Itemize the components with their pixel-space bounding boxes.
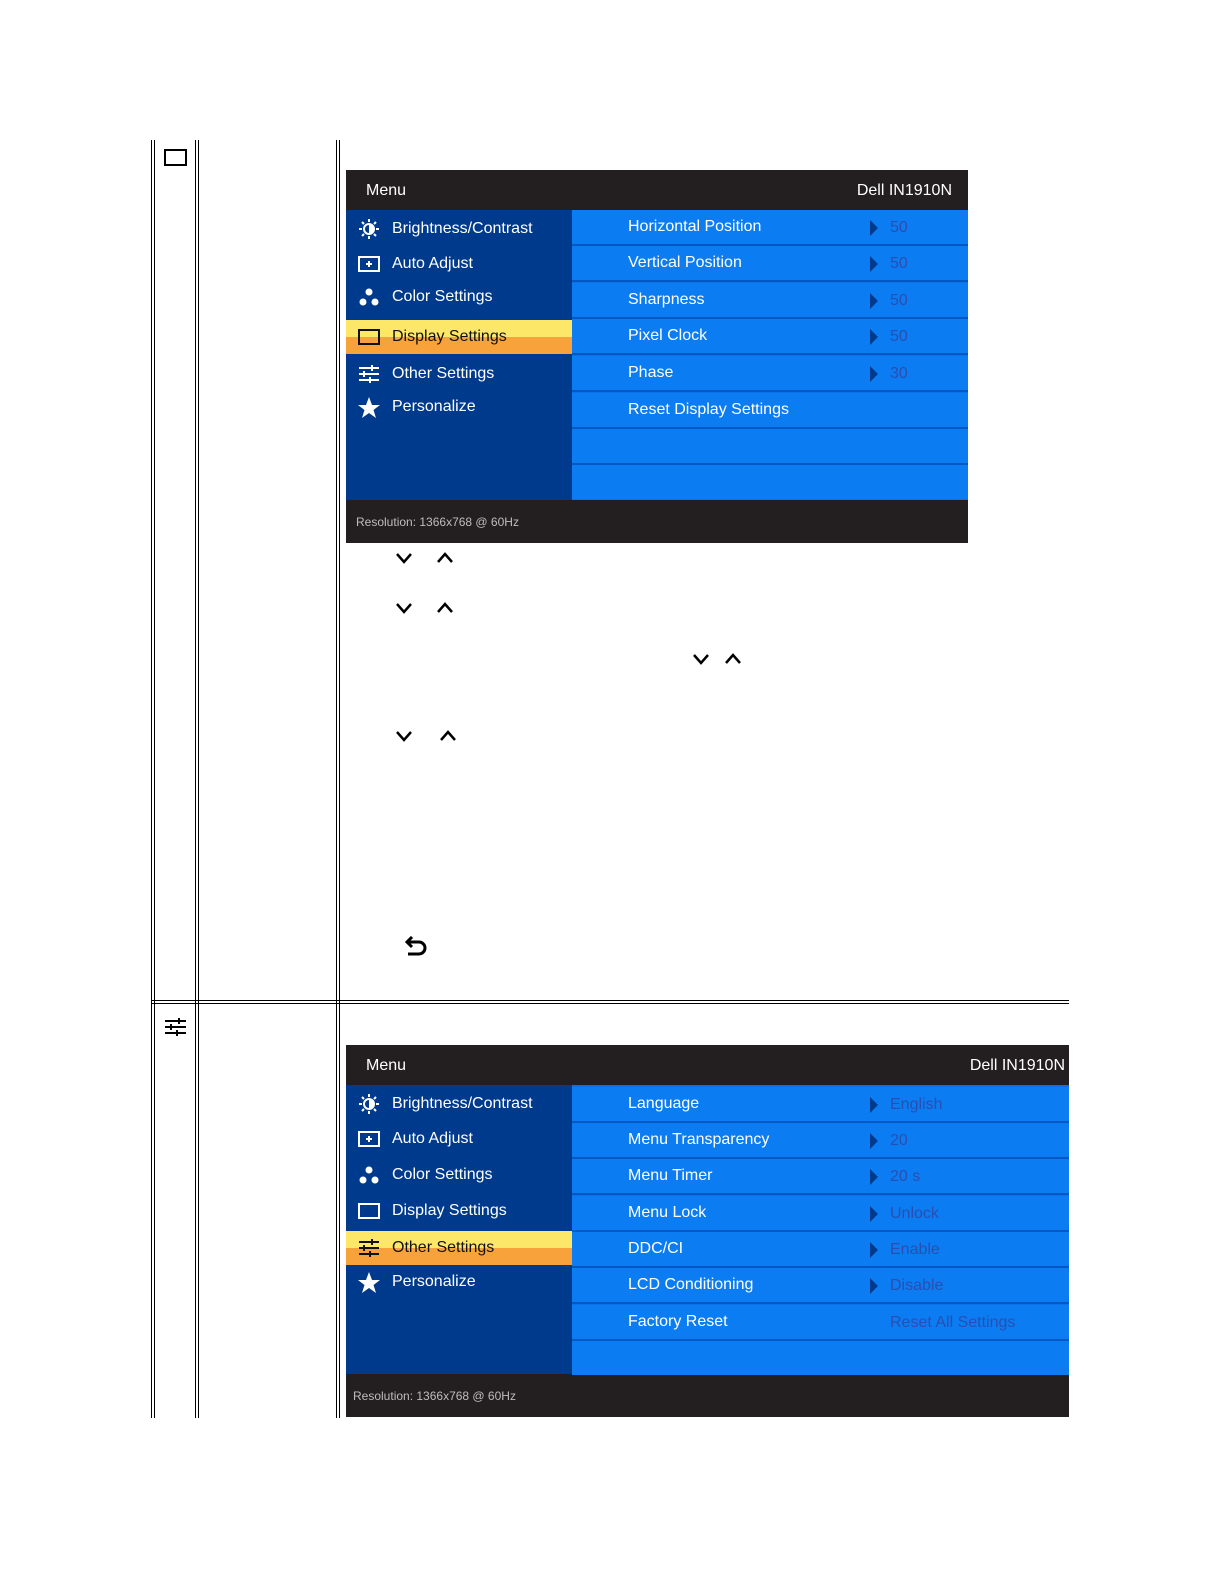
- option-lcd-conditioning[interactable]: [572, 1268, 1069, 1304]
- option-label: Factory Reset: [628, 1313, 728, 1330]
- nav-label: Brightness/Contrast: [392, 1095, 533, 1112]
- option-value: 20 s: [890, 1168, 921, 1185]
- option-pixel-clock[interactable]: [572, 319, 968, 355]
- nav-label: Display Settings: [392, 328, 507, 345]
- nav-item-brightness-contrast[interactable]: [346, 212, 572, 246]
- triangle-right-icon: [870, 329, 878, 345]
- table-col-divider-1: [195, 140, 196, 1418]
- option-empty-row: [572, 429, 968, 465]
- other-settings-icon: [357, 1238, 381, 1258]
- triangle-right-icon: [870, 1278, 878, 1294]
- option-value: English: [890, 1096, 943, 1113]
- triangle-right-icon: [870, 1169, 878, 1185]
- option-value: Disable: [890, 1277, 944, 1294]
- triangle-right-icon: [870, 366, 878, 382]
- option-label: Pixel Clock: [628, 327, 708, 344]
- display-settings-icon: [357, 1201, 381, 1221]
- color-settings-icon: [357, 1165, 381, 1185]
- option-label: LCD Conditioning: [628, 1276, 754, 1293]
- nav-label: Color Settings: [392, 288, 493, 305]
- chevron-down-icon: [691, 652, 711, 666]
- table-col-divider-1b: [198, 140, 199, 1418]
- triangle-right-icon: [870, 256, 878, 272]
- option-label: Sharpness: [628, 291, 705, 308]
- chevron-down-icon: [394, 551, 414, 565]
- triangle-right-icon: [870, 1242, 878, 1258]
- table-border-left-inner: [154, 140, 155, 1418]
- brightness-icon: [357, 219, 381, 239]
- option-label: DDC/CI: [628, 1240, 684, 1257]
- option-value: 50: [890, 219, 908, 236]
- nav-item-display-settings[interactable]: [346, 1194, 572, 1228]
- osd-nav: [346, 1085, 572, 1374]
- option-value: 50: [890, 328, 908, 345]
- option-label: Menu Lock: [628, 1204, 707, 1221]
- option-phase[interactable]: [572, 356, 968, 392]
- option-value[interactable]: Reset All Settings: [890, 1314, 1016, 1331]
- back-arrow-icon: [402, 936, 430, 960]
- osd-menu-title: Menu: [366, 1057, 407, 1074]
- table-col-divider-2b: [339, 140, 340, 1418]
- nav-label: Personalize: [392, 1273, 476, 1290]
- table-row-divider-b: [151, 1003, 1069, 1004]
- osd-model-name: Dell IN1910N: [856, 182, 952, 199]
- display-settings-icon: [357, 327, 381, 347]
- nav-item-color-settings[interactable]: [346, 280, 572, 314]
- triangle-right-icon: [870, 220, 878, 236]
- brightness-icon: [357, 1094, 381, 1114]
- triangle-right-icon: [870, 1097, 878, 1113]
- osd-options: [572, 1085, 1069, 1374]
- chevron-up-icon: [435, 551, 455, 565]
- star-icon: [357, 1272, 381, 1292]
- option-value: Enable: [890, 1241, 940, 1258]
- nav-item-other-settings[interactable]: [346, 357, 572, 391]
- osd-other-settings-panel: [346, 1045, 1069, 1417]
- nav-label: Auto Adjust: [392, 255, 473, 272]
- triangle-right-icon: [870, 293, 878, 309]
- option-value: Unlock: [890, 1205, 939, 1222]
- osd-header: [346, 170, 968, 210]
- nav-item-color-settings[interactable]: [346, 1158, 572, 1192]
- option-sharpness[interactable]: [572, 283, 968, 319]
- osd-menu-title: Menu: [366, 182, 407, 199]
- nav-item-personalize[interactable]: [346, 390, 572, 424]
- option-label: Menu Transparency: [628, 1131, 770, 1148]
- osd-footer: [346, 501, 968, 543]
- option-ddc-ci[interactable]: [572, 1232, 1069, 1268]
- option-factory-reset[interactable]: [572, 1305, 1069, 1341]
- nav-label: Brightness/Contrast: [392, 220, 533, 237]
- osd-options: [572, 210, 968, 500]
- nav-item-display-settings[interactable]: [346, 320, 572, 354]
- nav-label: Display Settings: [392, 1202, 507, 1219]
- option-menu-transparency[interactable]: [572, 1123, 1069, 1159]
- option-value: 50: [890, 292, 908, 309]
- resolution-readout: Resolution: 1366x768 @ 60Hz: [356, 515, 519, 529]
- auto-adjust-icon: [357, 254, 381, 274]
- chevron-down-icon: [394, 729, 414, 743]
- table-col-divider-2: [336, 140, 337, 1418]
- color-settings-icon: [357, 287, 381, 307]
- option-vertical-position[interactable]: [572, 246, 968, 282]
- option-label: Vertical Position: [628, 254, 742, 271]
- nav-label: Other Settings: [392, 365, 495, 382]
- option-label: Horizontal Position: [628, 218, 762, 235]
- chevron-down-icon: [394, 601, 414, 615]
- nav-label: Auto Adjust: [392, 1130, 473, 1147]
- option-label: Reset Display Settings: [628, 401, 789, 418]
- nav-label: Color Settings: [392, 1166, 493, 1183]
- resolution-readout: Resolution: 1366x768 @ 60Hz: [353, 1389, 516, 1403]
- option-value: 50: [890, 255, 908, 272]
- nav-label: Personalize: [392, 398, 476, 415]
- option-value: 30: [890, 365, 908, 382]
- option-label: Menu Timer: [628, 1167, 713, 1184]
- display-settings-icon: [163, 148, 189, 173]
- nav-item-auto-adjust[interactable]: [346, 247, 572, 281]
- other-settings-icon: [357, 364, 381, 384]
- osd-display-settings-panel: [346, 170, 968, 543]
- option-value: 20: [890, 1132, 908, 1149]
- option-label: Phase: [628, 364, 674, 381]
- triangle-right-icon: [870, 1206, 878, 1222]
- nav-item-auto-adjust[interactable]: [346, 1122, 572, 1156]
- nav-label: Other Settings: [392, 1239, 495, 1256]
- osd-header: [346, 1045, 1069, 1085]
- osd-nav: [346, 210, 572, 500]
- chevron-up-icon: [435, 601, 455, 615]
- star-icon: [357, 397, 381, 417]
- nav-item-other-settings[interactable]: [346, 1231, 572, 1265]
- option-horizontal-position[interactable]: [572, 210, 968, 246]
- triangle-right-icon: [870, 1133, 878, 1149]
- other-settings-icon: [163, 1016, 189, 1043]
- option-menu-lock[interactable]: [572, 1196, 1069, 1232]
- osd-model-name: Dell IN1910N: [969, 1057, 1065, 1074]
- auto-adjust-icon: [357, 1129, 381, 1149]
- option-empty-row: [572, 1341, 1069, 1375]
- chevron-up-icon: [438, 729, 458, 743]
- option-empty-row: [572, 465, 968, 499]
- table-row-divider: [151, 1000, 1069, 1001]
- chevron-up-icon: [723, 652, 743, 666]
- option-menu-timer[interactable]: [572, 1159, 1069, 1195]
- nav-item-personalize[interactable]: [346, 1265, 572, 1299]
- option-label: Language: [628, 1095, 700, 1112]
- nav-item-brightness-contrast[interactable]: [346, 1087, 572, 1121]
- option-language[interactable]: [572, 1087, 1069, 1123]
- option-reset-display-settings[interactable]: [572, 393, 968, 429]
- osd-footer: [346, 1375, 1069, 1417]
- table-border-left: [151, 140, 152, 1418]
